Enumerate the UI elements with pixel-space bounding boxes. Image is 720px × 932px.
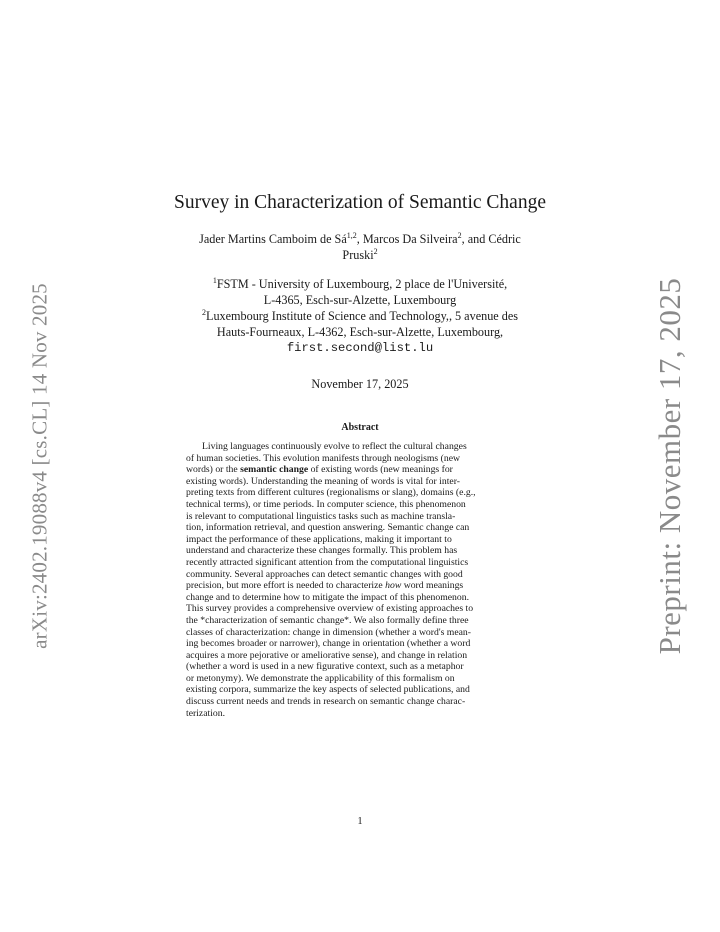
affiliation-line: Hauts-Fourneaux, L-4362, Esch-sur-Alzette, Luxembourg, bbox=[216, 325, 504, 339]
abstract-line: impact the performance of these applications, making it important to bbox=[186, 533, 452, 545]
abstract-line: community. Several approaches can detect semantic changes with good bbox=[186, 568, 463, 580]
arxiv-identifier: arXiv:2402.19088v4 [cs.CL] 14 Nov 2025 bbox=[27, 283, 52, 649]
preprint-watermark: Preprint: November 17, 2025 bbox=[652, 277, 687, 655]
abstract-heading: Abstract bbox=[341, 422, 379, 433]
abstract-text: precision, but more effort is needed to characterize bbox=[186, 580, 386, 592]
author-name: Jader Martins Camboim de Sá bbox=[199, 232, 347, 246]
abstract-line: acquires a more pejorative or ameliorative sense), and change in relation bbox=[186, 649, 468, 661]
abstract-line: the *characterization of semantic change*. We also formally define three bbox=[186, 614, 469, 626]
affiliation-line bbox=[150, 276, 570, 292]
abstract-text: words) or the bbox=[186, 464, 241, 476]
abstract-line bbox=[186, 580, 534, 592]
contact-email[interactable]: first.second@list.lu bbox=[286, 341, 434, 355]
affiliation-marker: 2 bbox=[457, 230, 462, 240]
affiliation-marker: 2 bbox=[202, 307, 206, 317]
abstract-line: discuss current needs and trends in research on semantic change charac- bbox=[186, 696, 466, 708]
abstract-line: or metonymy). We demonstrate the applicability of this formalism on bbox=[186, 672, 455, 684]
authors bbox=[150, 231, 570, 263]
authors-line-1 bbox=[150, 231, 570, 247]
abstract-line: of human societies. This evolution manifests through neologisms (new bbox=[186, 452, 460, 464]
affiliation-line bbox=[150, 308, 570, 324]
abstract-line bbox=[186, 464, 534, 476]
abstract-line: recently attracted significant attention from the computational linguistics bbox=[186, 556, 469, 568]
abstract-text: of existing words (new meanings for bbox=[308, 464, 453, 476]
abstract-line: ing becomes broader or narrower), change in orientation (whether a word bbox=[186, 638, 471, 650]
authors-line-2 bbox=[150, 247, 570, 263]
affiliation-marker: 1 bbox=[212, 275, 217, 285]
emphasis-italic: how bbox=[385, 580, 402, 592]
abstract-line: is relevant to computational linguistics tasks such as machine transla- bbox=[186, 510, 456, 522]
abstract-line: terization. bbox=[186, 707, 226, 719]
affiliation-text: Luxembourg Institute of Science and Technology,, 5 avenue des bbox=[206, 309, 518, 323]
abstract-line: existing corpora, summarize the key aspects of selected publications, and bbox=[186, 684, 470, 696]
author-name: , Marcos Da Silveira bbox=[356, 232, 458, 246]
page-number: 1 bbox=[357, 816, 363, 827]
affiliation-marker: 2 bbox=[373, 246, 378, 256]
abstract-line: This survey provides a comprehensive overview of existing approaches to bbox=[186, 603, 474, 615]
affiliations bbox=[150, 276, 570, 356]
abstract-line: preting texts from different cultures (regionalisms or slang), domains (e.g., bbox=[186, 487, 476, 499]
abstract-line: understand and characterize these changes formally. This problem has bbox=[186, 545, 458, 557]
affiliation-line: L-4365, Esch-sur-Alzette, Luxembourg bbox=[263, 293, 457, 307]
paper-date: November 17, 2025 bbox=[311, 377, 409, 391]
abstract-line: classes of characterization: change in dimension (whether a word's mean- bbox=[186, 626, 471, 638]
abstract-line: existing words). Understanding the meaning of words is vital for inter- bbox=[186, 475, 460, 487]
author-name: , and Cédric bbox=[461, 232, 521, 246]
abstract-line: Living languages continuously evolve to reflect the cultural changes bbox=[202, 441, 467, 452]
abstract-line: tion, information retrieval, and question answering. Semantic change can bbox=[186, 522, 470, 534]
affiliation-text: FSTM - University of Luxembourg, 2 place de l'Université, bbox=[216, 277, 508, 291]
emphasis-bold: semantic change bbox=[240, 464, 309, 476]
abstract-line: (whether a word is used in a new figurative context, such as a metaphor bbox=[186, 661, 464, 673]
abstract-body bbox=[186, 441, 534, 719]
abstract-text: word meanings bbox=[401, 580, 464, 592]
affiliation-marker: 1,2 bbox=[346, 230, 357, 240]
paper-title: Survey in Characterization of Semantic Change bbox=[173, 192, 546, 213]
abstract-line: technical terms), or time periods. In computer science, this phenomenon bbox=[186, 498, 466, 510]
author-name: Pruski bbox=[342, 248, 374, 262]
abstract-line: change and to determine how to mitigate the impact of this phenomenon. bbox=[186, 591, 470, 603]
